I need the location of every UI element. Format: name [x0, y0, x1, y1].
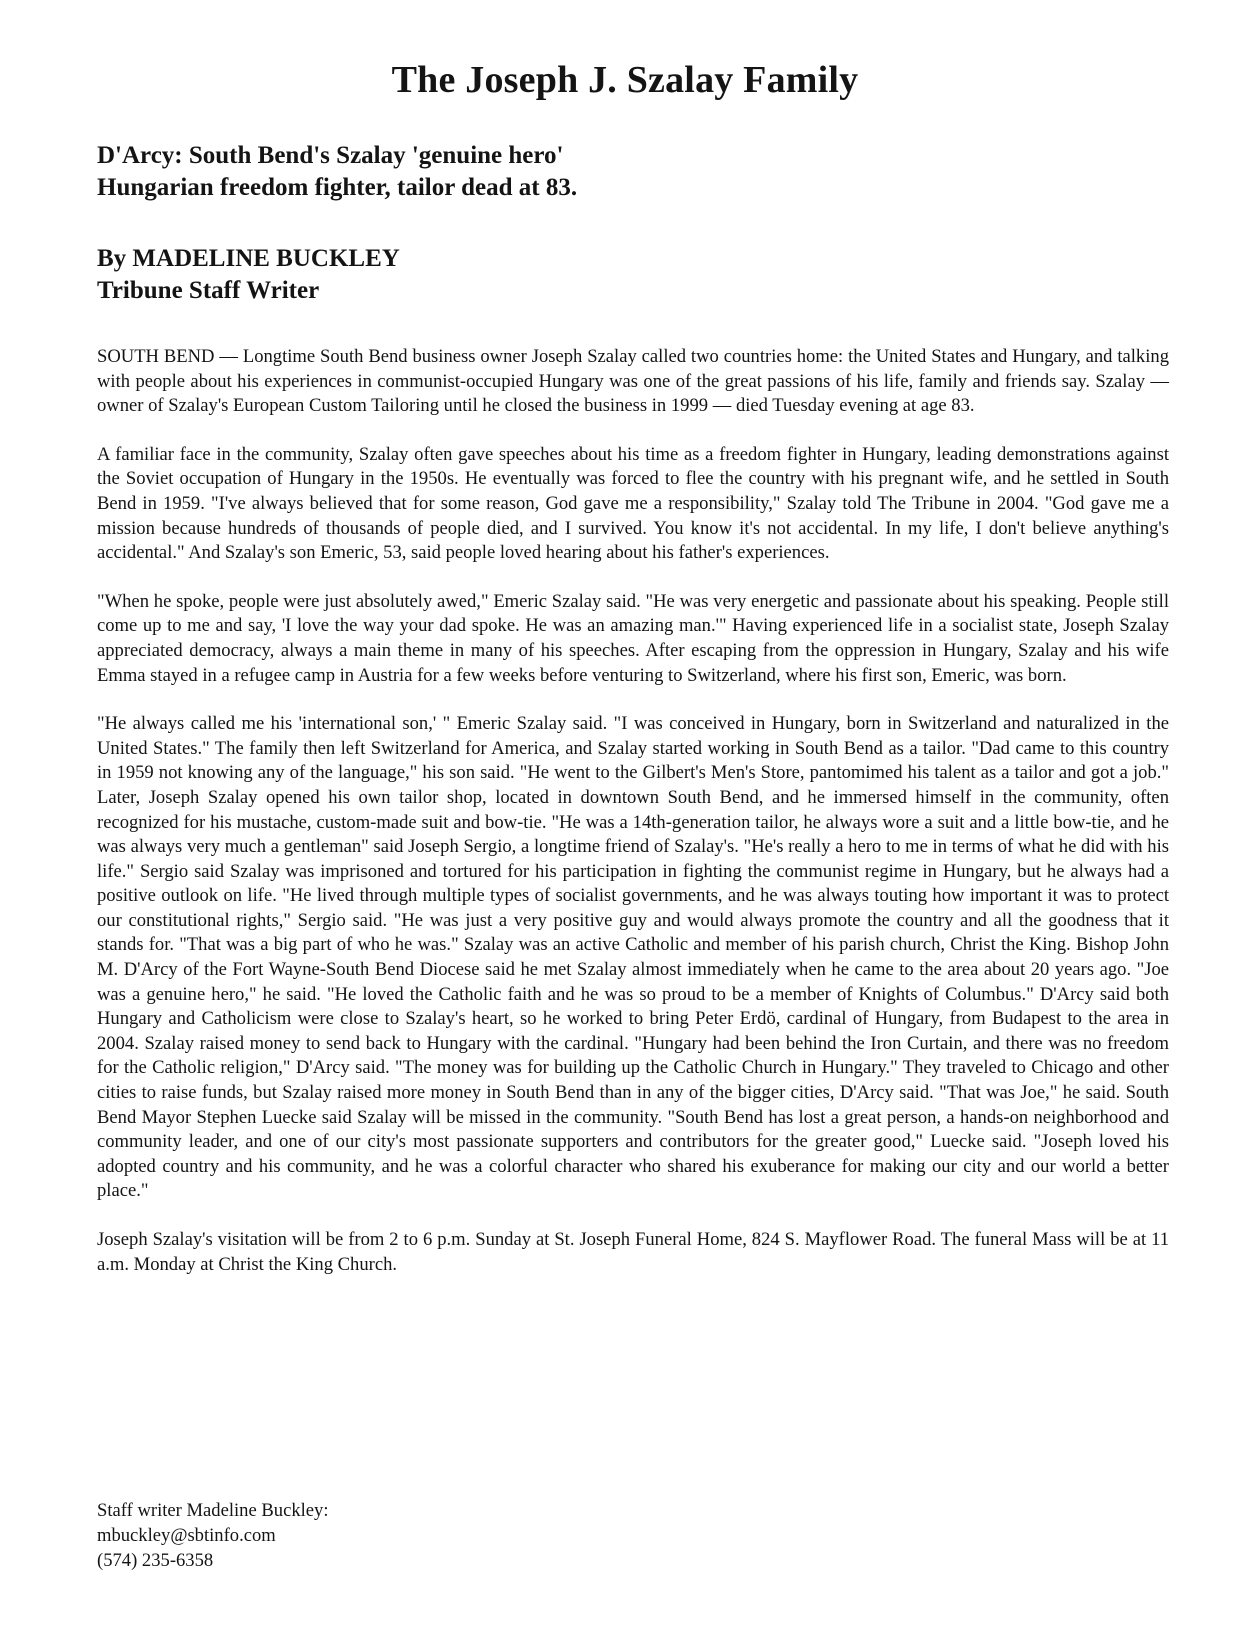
- article-body: [97, 345, 1169, 1301]
- author-contact: [97, 1498, 897, 1573]
- byline-role: Tribune Staff Writer: [97, 277, 320, 304]
- contact-phone: (574) 235-6358: [97, 1550, 214, 1571]
- byline-author: By MADELINE BUCKLEY: [97, 245, 400, 272]
- article-byline: [97, 243, 1157, 307]
- article-paragraph: "When he spoke, people were just absolutely awed," Emeric Szalay said. "He was very energetic and passionate about his speaking. People still come up to me and say, 'I love the way your dad spoke. He was an amazing man.'" Having experienced life in a socialist state, Joseph Szalay appreciated democracy, always a main theme in many of his speeches. After escaping from the oppression in Hungary, Szalay and his wife Emma stayed in a refugee camp in Austria for a few weeks before venturing to Switzerland, where his first son, Emeric, was born.: [97, 590, 1169, 686]
- page-title: The Joseph J. Szalay Family: [391, 59, 859, 101]
- contact-email: mbuckley@sbtinfo.com: [97, 1525, 276, 1546]
- article-paragraph: Joseph Szalay's visitation will be from 2 to 6 p.m. Sunday at St. Joseph Funeral Home, 824 S. Mayflower Road. The funeral Mass will be at 11 a.m. Monday at Christ the King Church.: [97, 1229, 1169, 1275]
- headline-line-2: Hungarian freedom fighter, tailor dead at 83.: [97, 174, 578, 201]
- headline-line-1: D'Arcy: South Bend's Szalay 'genuine hero': [97, 142, 564, 169]
- article-paragraph: A familiar face in the community, Szalay often gave speeches about his time as a freedom fighter in Hungary, leading demonstrations against the Soviet occupation of Hungary in the 1950s. He eventually was forced to flee the country with his pregnant wife, and he settled in South Bend in 1959. "I've always believed that for some reason, God gave me a responsibility," Szalay told The Tribune in 2004. "God gave me a mission because hundreds of thousands of people died, and I survived. You know it's not accidental. In my life, I don't believe anything's accidental." And Szalay's son Emeric, 53, said people loved hearing about his father's experiences.: [97, 443, 1169, 564]
- contact-label: Staff writer Madeline Buckley:: [97, 1500, 329, 1521]
- article-paragraph: "He always called me his 'international son,' " Emeric Szalay said. "I was conceived in Hungary, born in Switzerland and naturalized in the United States." The family then left Switzerland for America, and Szalay started working in South Bend as a tailor. "Dad came to this country in 1959 not knowing any of the language," his son said. "He went to the Gilbert's Men's Store, pantomimed his talent as a tailor and got a job." Later, Joseph Szalay opened his own tailor shop, located in downtown South Bend, and he immersed himself in the community, often recognized for his mustache, custom-made suit and bow-tie. "He was a 14th-generation tailor, he always wore a suit and a little bow-tie, and he was always very much a gentleman" said Joseph Sergio, a longtime friend of Szalay's. "He's really a hero to me in terms of what he did with his life." Sergio said Szalay was imprisoned and tortured for his participation in fighting the communist regime in Hungary, but he always had a positive outlook on life. "He lived through multiple types of socialist governments, and he was always touting how important it was to protect our constitutional rights," Sergio said. "He was just a very positive guy and would always promote the country and all the goodness that it stands for. "That was a big part of who he was." Szalay was an active Catholic and member of his parish church, Christ the King. Bishop John M. D'Arcy of the Fort Wayne-South Bend Diocese said he met Szalay almost immediately when he came to the area about 20 years ago. "Joe was a genuine hero," he said. "He loved the Catholic faith and he was so proud to be a member of Knights of Columbus." D'Arcy said both Hungary and Catholicism were close to Szalay's heart, so he worked to bring Peter Erdö, cardinal of Hungary, from Budapest to the area in 2004. Szalay raised money to send back to Hungary with the cardinal. "Hungary had been behind the Iron Curtain, and there was no freedom for the Catholic religion," D'Arcy said. "The money was for building up the Catholic Church in Hungary." They traveled to Chicago and other cities to raise funds, but Szalay raised more money in South Bend than in any of the bigger cities, D'Arcy said. "That was Joe," he said. South Bend Mayor Stephen Luecke said Szalay will be missed in the community. "South Bend has lost a great person, a hands-on neighborhood and community leader, and one of our city's most passionate supporters and contributors for the greater good," Luecke said. "Joseph loved his adopted country and his community, and he was a colorful character who shared his exuberance for making our city and our world a better place.": [97, 713, 1169, 1202]
- article-headline: [97, 140, 1157, 204]
- article-paragraph: SOUTH BEND — Longtime South Bend business owner Joseph Szalay called two countries home: the United States and Hungary, and talking with people about his experiences in communist-occupied Hungary was one of the great passions of his life, family and friends say. Szalay — owner of Szalay's European Custom Tailoring until he closed the business in 1999 — died Tuesday evening at age 83.: [97, 346, 1169, 417]
